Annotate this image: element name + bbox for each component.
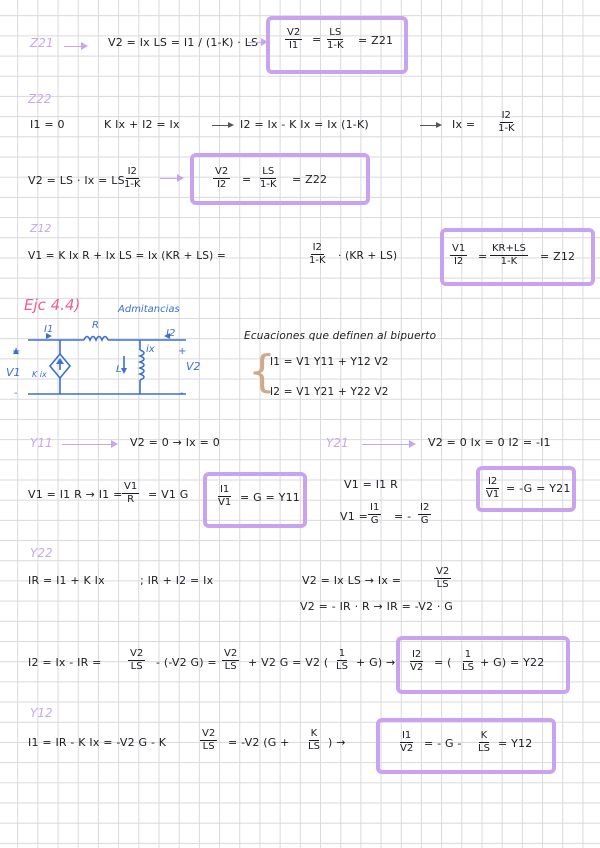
z21-label: Z21 bbox=[30, 36, 54, 50]
z22-line2: V2 = LS · Ix = LS bbox=[28, 174, 125, 187]
y21-condition: V2 = 0 Ix = 0 I2 = -I1 bbox=[428, 436, 551, 449]
y11-label: Y11 bbox=[30, 436, 53, 450]
circuit-i2: I2 bbox=[166, 328, 176, 339]
y22-box-eq: = ( bbox=[434, 656, 452, 669]
y22-eq2: V2 = Ix LS → Ix = bbox=[302, 574, 402, 587]
y22-eq2-frac: $\frac{V2}{LS}$ bbox=[436, 566, 450, 590]
y12-mid: = -V2 (G + bbox=[228, 736, 290, 749]
circuit-plus-left: + bbox=[12, 346, 21, 357]
z21-box-frac-left: $\frac{V2}{I1}$ bbox=[287, 27, 301, 51]
circuit-i1: I1 bbox=[44, 324, 54, 335]
equation-1: I1 = V1 Y11 + Y12 V2 bbox=[270, 356, 389, 368]
z22-line1-a: I1 = 0 bbox=[30, 118, 65, 131]
z21-box-frac-right: $\frac{LS}{1-K}$ bbox=[327, 27, 344, 51]
y12-box-result: = Y12 bbox=[498, 737, 533, 750]
exercise-subtitle: Admitancias bbox=[118, 304, 180, 315]
equations-title: Ecuaciones que definen al bipuerto bbox=[244, 330, 437, 342]
y11-condition: V2 = 0 → Ix = 0 bbox=[130, 436, 220, 449]
y11-tail: = V1 G bbox=[148, 488, 189, 501]
y22-eq1b: ; IR + I2 = Ix bbox=[140, 574, 214, 587]
y21-box-frac: $\frac{I2}{V1}$ bbox=[486, 476, 500, 500]
y22-main-tail: + G) → bbox=[356, 656, 396, 669]
y11-frac: $\frac{V1}{R}$ bbox=[124, 481, 138, 505]
circuit-plus-right: + bbox=[178, 346, 187, 357]
circuit-minus-right: - bbox=[180, 388, 184, 399]
circuit-l: L bbox=[116, 364, 122, 375]
circuit-r: R bbox=[92, 320, 99, 331]
y12-main: I1 = IR - K Ix = -V2 G - K bbox=[28, 736, 167, 749]
circuit-source: K ix bbox=[32, 370, 47, 379]
z22-line1-d: Ix = bbox=[452, 118, 476, 131]
z22-line1-c: I2 = Ix - K Ix = Ix (1-K) bbox=[240, 118, 369, 131]
y12-frac2: $\frac{K}{LS}$ bbox=[308, 728, 320, 752]
z22-box-result: = Z22 bbox=[292, 173, 328, 186]
y12-box-inner-frac: $\frac{K}{LS}$ bbox=[478, 730, 490, 754]
exercise-title: Ejc 4.4) bbox=[24, 296, 81, 314]
y11-box-result: = G = Y11 bbox=[240, 491, 300, 504]
z12-box-frac-right: $\frac{KR+LS}{1-K}$ bbox=[492, 243, 526, 267]
y21-eq1: V1 = I1 R bbox=[344, 478, 398, 491]
y12-label: Y12 bbox=[30, 706, 53, 720]
z22-line1-frac: $\frac{I2}{1-K}$ bbox=[498, 110, 515, 134]
y21-mid: = - bbox=[394, 510, 412, 523]
y21-label: Y21 bbox=[326, 436, 349, 450]
y22-eq3: V2 = - IR · R → IR = -V2 · G bbox=[300, 600, 453, 613]
z22-line2-frac: $\frac{I2}{1-K}$ bbox=[124, 166, 141, 190]
y22-main-mid: - (-V2 G) = bbox=[156, 656, 217, 669]
circuit-v2: V2 bbox=[186, 360, 201, 373]
y22-main-frac2: $\frac{V2}{LS}$ bbox=[224, 648, 238, 672]
y21-frac1: $\frac{I1}{G}$ bbox=[370, 502, 380, 526]
z12-box-frac-left: $\frac{V1}{I2}$ bbox=[452, 243, 466, 267]
z12-tail: · (KR + LS) bbox=[338, 250, 398, 262]
z21-box-result: = Z21 bbox=[358, 34, 394, 47]
z12-box-result: = Z12 bbox=[540, 250, 576, 263]
y22-box-inner-frac: $\frac{1}{LS}$ bbox=[462, 649, 474, 673]
y12-tail: ) → bbox=[328, 736, 346, 749]
y21-frac2: $\frac{I2}{G}$ bbox=[420, 502, 430, 526]
z22-box-frac-right: $\frac{LS}{1-K}$ bbox=[260, 166, 277, 190]
y21-eq2: V1 = bbox=[340, 510, 369, 523]
equations-brace: { bbox=[248, 346, 276, 397]
y11-equation: V1 = I1 R → I1 = bbox=[28, 488, 123, 501]
y12-box-eq: = - G - bbox=[424, 737, 462, 750]
z12-label: Z12 bbox=[30, 222, 52, 235]
y22-label: Y22 bbox=[30, 546, 53, 560]
y22-box-frac: $\frac{I2}{V2}$ bbox=[410, 649, 424, 673]
y22-main-frac3: $\frac{1}{LS}$ bbox=[336, 648, 348, 672]
circuit-ix: ix bbox=[146, 344, 155, 355]
circuit-v1: V1 bbox=[6, 366, 21, 379]
z21-equation: V2 = Ix LS = I1 / (1-K) · LS bbox=[108, 36, 259, 49]
equation-2: I2 = V1 Y21 + Y22 V2 bbox=[270, 386, 389, 398]
y22-main: I2 = Ix - IR = bbox=[28, 656, 102, 669]
z22-label: Z22 bbox=[28, 92, 52, 106]
z12-frac: $\frac{I2}{1-K}$ bbox=[309, 242, 326, 266]
y12-frac1: $\frac{V2}{LS}$ bbox=[202, 728, 216, 752]
y21-box-result: = -G = Y21 bbox=[506, 482, 571, 495]
z22-line1-b: K Ix + I2 = Ix bbox=[104, 118, 180, 131]
circuit-minus-left: - bbox=[14, 388, 18, 399]
y22-main-mid2: + V2 G = V2 ( bbox=[248, 656, 329, 669]
y22-eq1: IR = I1 + K Ix bbox=[28, 574, 105, 587]
y11-box-frac: $\frac{I1}{V1}$ bbox=[218, 484, 232, 508]
z22-box-frac-left: $\frac{V2}{I2}$ bbox=[215, 166, 229, 190]
y22-main-frac1: $\frac{V2}{LS}$ bbox=[130, 648, 144, 672]
y22-box-result: + G) = Y22 bbox=[480, 656, 545, 669]
z12-equation: V1 = K Ix R + Ix LS = Ix (KR + LS) = bbox=[28, 250, 226, 262]
y12-box-frac: $\frac{I1}{V2}$ bbox=[400, 730, 414, 754]
